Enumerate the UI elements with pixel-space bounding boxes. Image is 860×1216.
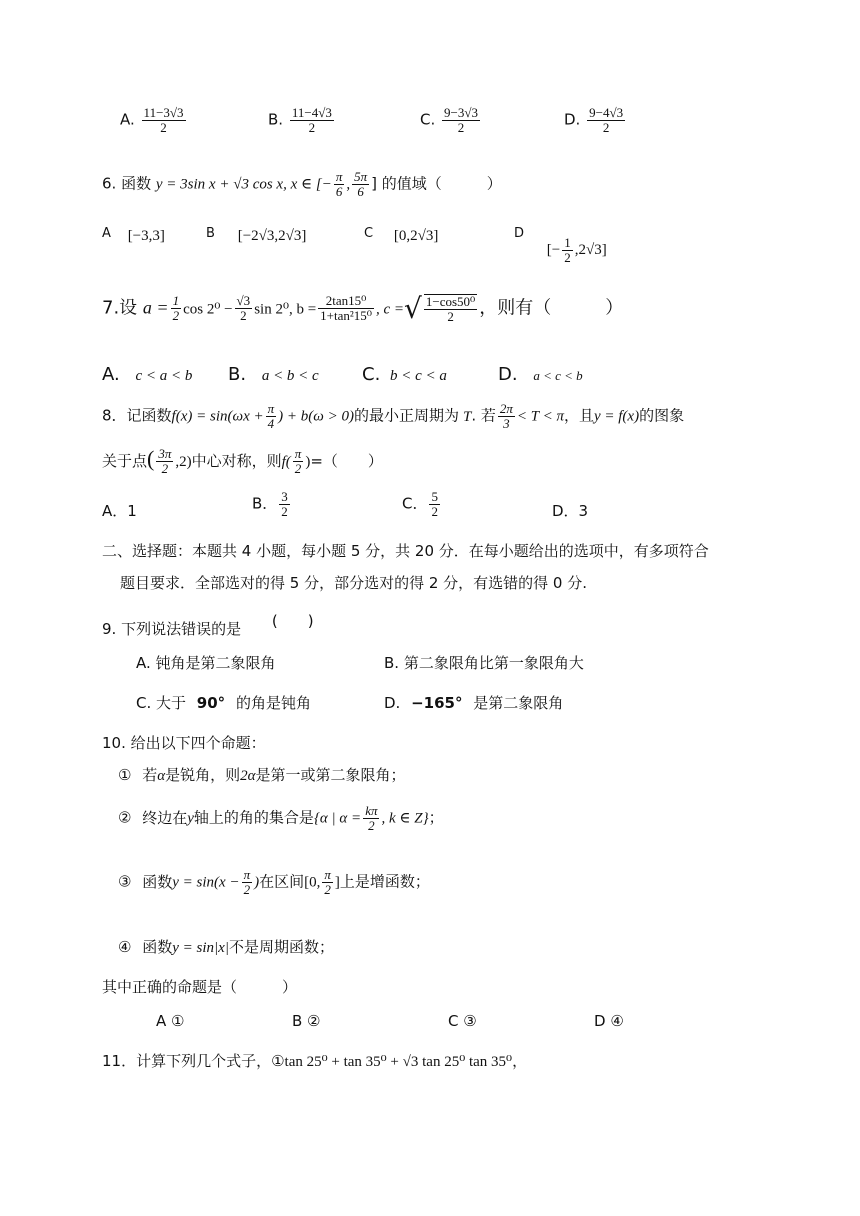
q10-p2-set-post: , k ∈ Z} (381, 810, 429, 827)
q8-pt-frac-num: 3π (158, 446, 172, 462)
q10-p3-frac-den: 2 (243, 881, 251, 897)
q8-option-b (252, 490, 292, 518)
q7-c-pre: , c = (376, 301, 405, 318)
q10-p2-frac-den: 2 (368, 817, 375, 833)
q10-p2-set-pre: {α | α = (313, 810, 362, 827)
q7-b-frac (318, 294, 374, 322)
q6-number: 6. (102, 174, 117, 193)
q11-expr: tan 25⁰ + tan 35⁰ + √3 tan 25⁰ tan 35⁰ (284, 1054, 513, 1070)
q7-a-frac1 (171, 294, 182, 322)
q10-p2-frac (363, 804, 379, 832)
q10-prop-2 (118, 804, 444, 832)
q10-prop-3 (118, 868, 430, 896)
q8-t-frac-den: 3 (503, 415, 510, 431)
q8-b-frac-den: 2 (281, 503, 288, 519)
q8-a-label: A．1 (102, 502, 137, 520)
q8-line1-end: ，且 (563, 406, 594, 425)
q9-c-val: 90° (196, 694, 226, 712)
q7-d-value: a < c < b (533, 368, 583, 383)
q5-option-a-label: A. (120, 110, 135, 129)
q10-p2-frac-num: kπ (365, 803, 378, 818)
q6-frac1 (334, 170, 345, 198)
q7-a-post: sin 2⁰, b = (254, 301, 317, 318)
q8-b-label: B． (252, 494, 278, 513)
q7-a-frac1-num: 1 (172, 293, 180, 309)
q10-p1-a: α (157, 768, 166, 784)
q5-a-den: 2 (160, 119, 167, 135)
q7-a-label: A. (102, 364, 120, 385)
q5-option-a (120, 106, 188, 134)
q11-stem (102, 1050, 527, 1071)
q10-p2-y: y (187, 810, 194, 827)
q7-c-den: 2 (447, 308, 454, 324)
q7-a-frac2-num: √3 (236, 293, 251, 309)
q8-pt-post: ,2) (175, 454, 192, 470)
q6-d-value (546, 235, 607, 265)
q10-p1-mid: 是锐角，则 (165, 766, 241, 784)
q9-option-b: B. 第二象限角比第一象限角大 (384, 654, 584, 672)
q5-option-d-fraction (587, 106, 625, 134)
q10-p3-end: 上是增函数； (339, 872, 430, 891)
q6-b-label: B (206, 226, 215, 241)
q8-option-a (102, 500, 137, 521)
q10-ask: 其中正确的命题是（ ） (102, 978, 298, 996)
q6-a-label: A (102, 226, 111, 241)
q6-d-frac-num: 1 (564, 235, 571, 250)
q6-frac1-den: 6 (335, 183, 343, 199)
q8-pt-frac-den: 2 (161, 461, 169, 476)
q7-option-a (102, 364, 192, 385)
q10-p3-fx-post: ) (254, 874, 260, 891)
q7-option-d (498, 364, 583, 385)
q8-c-frac-num: 5 (431, 489, 438, 504)
q10-p4-end: 不是周期函数； (228, 938, 334, 956)
q7-c-num: 1−cos50⁰ (425, 293, 476, 309)
q7-a-value: c < a < b (135, 368, 193, 384)
q7-b-label: B. (228, 364, 247, 385)
q10-p2-end: ； (428, 808, 444, 827)
q8-fx-post: ) + b(ω > 0) (278, 408, 354, 425)
q8-option-d (552, 500, 588, 521)
q10-p3-frac-num: π (243, 867, 251, 882)
q10-p1-post: 是第一或第二象限角； (255, 766, 406, 784)
q5-b-den: 2 (308, 119, 316, 135)
q8-line1-mid2: . 若 (471, 406, 496, 425)
q7-prefix: 7.设 (102, 297, 138, 319)
q10-p3-pre: 函数 (142, 872, 173, 891)
q10-p3-int-post: ] (334, 874, 340, 891)
q10-p1-mark: ① (118, 766, 132, 784)
q9-paren: ( ) (271, 612, 314, 630)
q10-p4-fx: y = sin|x| (172, 940, 229, 956)
q8-f-frac-num: π (267, 401, 275, 416)
q6-option-d (514, 226, 607, 265)
q8-c-frac (429, 490, 440, 518)
q10-prop-1 (118, 764, 406, 785)
q5-option-b-fraction (290, 106, 334, 134)
q8-line1-tail: 的图象 (639, 406, 685, 425)
q11-pre: 11．计算下列几个式子，① (102, 1052, 285, 1070)
q6-text2: ] 的值域（ ） (371, 174, 502, 193)
q7-option-b (228, 364, 319, 385)
q8-line1-pre: 8．记函数 (102, 406, 172, 425)
q6-option-a (102, 226, 165, 245)
q5-option-c (420, 106, 482, 134)
q9-d-pre: D. (384, 694, 401, 712)
q6-d-label: D (514, 226, 525, 241)
q9-d-post: 是第二象限角 (473, 694, 564, 712)
q11-post: ， (512, 1052, 528, 1070)
q6-c-label: C (364, 226, 374, 241)
q7-b-den: 1+tan²15⁰ (320, 308, 372, 323)
q5-c-den: 2 (457, 119, 465, 135)
q6-c-value: [0,2√3] (393, 228, 439, 244)
q7-d-label: D. (498, 364, 518, 385)
q8-fp-frac-num: π (294, 446, 302, 462)
q6-frac2 (352, 170, 369, 198)
q5-d-den: 2 (602, 119, 610, 135)
q7-c-frac (424, 294, 477, 323)
q9-d-val: −165° (411, 694, 463, 712)
q8-pt-pre: ( (147, 446, 155, 471)
q8-t-frac-num: 2π (499, 401, 513, 416)
q10-option-d: D ④ (594, 1012, 624, 1030)
q10-stem: 10. 给出以下四个命题： (102, 734, 266, 752)
q8-fx: f(x) = sin(ωx + (171, 408, 264, 425)
q10-p3-mid: 在区间 (259, 872, 305, 891)
q10-p2-mark: ② (118, 808, 132, 827)
q5-option-d (564, 106, 627, 134)
q10-p1-pre: 若 (142, 766, 158, 784)
q8-t-frac (498, 402, 515, 430)
q8-line1 (102, 402, 684, 430)
q10-p3-fx: y = sin(x − (172, 874, 240, 891)
section2-line2: 题目要求．全部选对的得 5 分，部分选对的得 2 分，有选错的得 0 分. (120, 574, 588, 592)
q7-b-num: 2tan15⁰ (318, 294, 374, 309)
q6-option-c (364, 226, 438, 245)
q10-p3-mark: ③ (118, 872, 132, 891)
q8-yfx: y = f(x) (593, 408, 640, 425)
q7-a-mid: cos 2⁰ − (183, 301, 233, 318)
q10-p3-frac (242, 868, 253, 896)
q6-frac2-num: 5π (354, 169, 368, 184)
q6-option-b (206, 226, 306, 245)
q10-p4-pre: 函数 (142, 938, 173, 956)
q10-p4-mark: ④ (118, 938, 132, 956)
q8-fp-frac (293, 447, 304, 475)
q8-f-frac-den: 4 (267, 415, 275, 431)
q8-c-frac-den: 2 (431, 503, 438, 519)
q9-stem (102, 612, 314, 639)
q6-stem: 6. 函数 y = 3sin x + √3 cos x, x ∈ [− $\frac{\pi}{6}$ , $\frac{5\pi}{6}$ ] 的值域（ ） (102, 169, 502, 199)
q10-prop-4 (118, 936, 334, 957)
q8-line2-end: =（ ） (310, 452, 383, 470)
q6-d-frac-den: 2 (564, 249, 571, 265)
q8-d-label: D．3 (552, 502, 589, 520)
q7-c-value: b < c < a (390, 368, 447, 384)
q5-d-num: 9−4√3 (589, 105, 624, 120)
q8-fp-frac-den: 2 (294, 461, 302, 476)
q10-p2-mid: 轴上的角的集合是 (193, 808, 314, 827)
q6-frac2-den: 6 (357, 183, 364, 199)
q9-option-c (136, 692, 311, 713)
q8-line2-mid: 中心对称，则 (191, 452, 282, 470)
q5-b-num: 11−4√3 (291, 105, 332, 120)
q6-frac1-num: π (335, 169, 343, 184)
q7-a-frac2 (235, 294, 253, 322)
q9-c-post: 的角是钝角 (235, 694, 311, 712)
q5-option-b-label: B. (268, 110, 284, 129)
q6-d-post: ,2√3] (574, 241, 607, 258)
q9-option-d (384, 692, 563, 713)
q5-a-num: 11−3√3 (143, 105, 184, 120)
q10-option-b: B ② (292, 1012, 321, 1030)
q7-stem (102, 292, 623, 325)
q8-line2 (102, 446, 383, 476)
q5-option-c-fraction (442, 106, 480, 134)
q8-pt-frac (156, 447, 173, 475)
q10-p2-pre: 终边在 (142, 808, 188, 827)
q10-p3-int-pre: [0, (304, 874, 321, 891)
q6-b-value: [−2√3,2√3] (237, 228, 307, 244)
q8-T: T (462, 408, 472, 425)
q10-option-a: A ① (156, 1012, 185, 1030)
q10-p3-int-frac (322, 868, 333, 896)
q7-sqrt-sign: √ (404, 292, 422, 325)
q6-d-frac (562, 236, 573, 264)
q6-expr: y = 3sin x + √3 cos x, x ∈ [− (155, 176, 332, 193)
q10-p1-2a: 2α (240, 768, 256, 784)
q6-d-pre: [− (546, 241, 561, 258)
q8-fp-pre: f( (281, 454, 291, 470)
q6-text1: 函数 (121, 174, 152, 193)
q8-line2-pre: 关于点 (102, 452, 148, 470)
q7-option-c (362, 364, 447, 385)
q9-option-a: A. 钝角是第二象限角 (136, 654, 276, 672)
q8-b-frac-num: 3 (281, 489, 288, 504)
q8-b-frac (279, 490, 290, 518)
q5-c-num: 9−3√3 (444, 105, 478, 120)
q9-c-pre: C. 大于 (136, 694, 187, 712)
q10-p3-int-frac-den: 2 (324, 881, 331, 897)
q7-a-frac2-den: 2 (240, 308, 247, 323)
q7-c-label: C. (362, 364, 381, 385)
section2-line1: 二、选择题：本题共 4 小题，每小题 5 分，共 20 分．在每小题给出的选项中，有多项符合 (102, 542, 709, 560)
q6-a-value: [−3,3] (127, 228, 165, 244)
q5-option-d-label: D. (564, 110, 581, 129)
q8-line1-mid: 的最小正周期为 (353, 406, 459, 425)
q5-option-a-fraction (142, 106, 186, 134)
q7-b-value: a < b < c (261, 368, 319, 384)
q10-p3-int-frac-num: π (324, 867, 331, 882)
q5-option-b (268, 106, 336, 134)
q7-a-frac1-den: 2 (172, 308, 180, 323)
q5-option-c-label: C. (420, 110, 436, 129)
q8-fp-post: ) (305, 454, 311, 470)
q9-stem-text: 9. 下列说法错误的是 (102, 620, 242, 638)
q8-c-label: C． (402, 494, 428, 513)
q7-suffix: ，则有（ ） (479, 297, 624, 319)
q10-option-c: C ③ (448, 1012, 477, 1030)
q8-option-c (402, 490, 442, 518)
q8-f-frac (266, 402, 277, 430)
q7-a-pre: a = (142, 297, 169, 318)
q8-t-post: < T < π (516, 408, 564, 425)
